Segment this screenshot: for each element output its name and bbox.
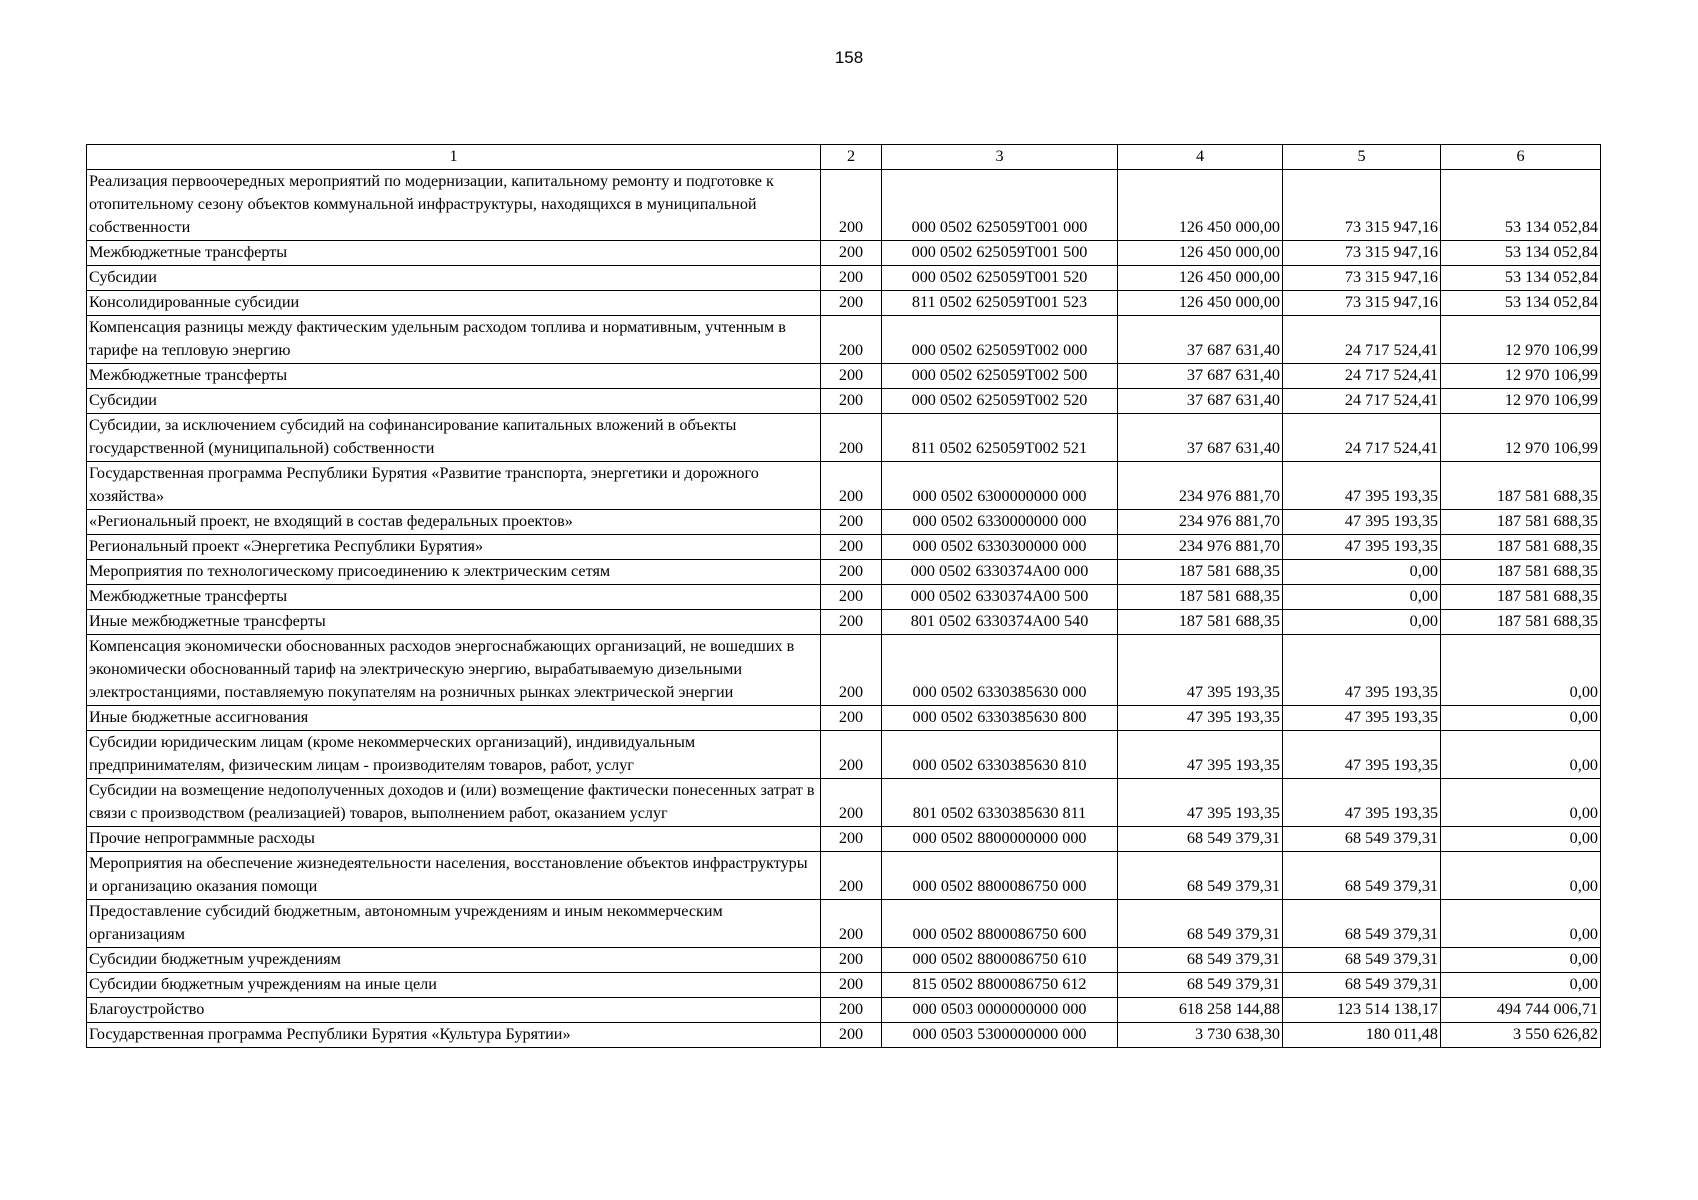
row-name-cell: Субсидии, за исключением субсидий на софинансирование капитальных вложений в объекты государственной (муниципальной) собственности [87, 414, 821, 462]
table-row [87, 706, 1601, 731]
row-amount-executed-cell: 24 717 524,41 [1283, 389, 1441, 414]
table-row [87, 973, 1601, 998]
row-amount-executed-cell: 180 011,48 [1283, 1023, 1441, 1048]
table-row [87, 414, 1601, 462]
row-code-cell: 200 [821, 364, 882, 389]
row-code-cell: 200 [821, 585, 882, 610]
row-amount-planned-cell: 234 976 881,70 [1118, 535, 1283, 560]
row-amount-planned-cell: 37 687 631,40 [1118, 364, 1283, 389]
row-kbk-cell: 811 0502 625059T002 521 [882, 414, 1118, 462]
row-code-cell: 200 [821, 900, 882, 948]
row-amount-planned-cell: 68 549 379,31 [1118, 973, 1283, 998]
table-row [87, 170, 1601, 241]
table-row [87, 462, 1601, 510]
row-amount-remaining-cell: 187 581 688,35 [1441, 560, 1601, 585]
row-kbk-cell: 000 0502 625059T001 500 [882, 241, 1118, 266]
row-kbk-cell: 000 0502 625059T001 520 [882, 266, 1118, 291]
row-code-cell: 200 [821, 291, 882, 316]
row-name-cell: Мероприятия на обеспечение жизнедеятельности населения, восстановление объектов инфраструктуры и организацию оказания помощи [87, 852, 821, 900]
row-code-cell: 200 [821, 731, 882, 779]
row-code-cell: 200 [821, 389, 882, 414]
row-kbk-cell: 801 0502 6330385630 811 [882, 779, 1118, 827]
row-amount-executed-cell: 0,00 [1283, 560, 1441, 585]
row-code-cell: 200 [821, 316, 882, 364]
row-amount-planned-cell: 3 730 638,30 [1118, 1023, 1283, 1048]
row-name-cell: Мероприятия по технологическому присоединению к электрическим сетям [87, 560, 821, 585]
column-header: 2 [821, 145, 882, 170]
table-row [87, 852, 1601, 900]
row-amount-executed-cell: 24 717 524,41 [1283, 414, 1441, 462]
row-amount-planned-cell: 234 976 881,70 [1118, 510, 1283, 535]
row-code-cell: 200 [821, 241, 882, 266]
row-amount-planned-cell: 187 581 688,35 [1118, 585, 1283, 610]
row-name-cell: Межбюджетные трансферты [87, 241, 821, 266]
row-kbk-cell: 000 0502 8800086750 600 [882, 900, 1118, 948]
row-name-cell: Субсидии [87, 389, 821, 414]
row-name-cell: Межбюджетные трансферты [87, 585, 821, 610]
column-header: 6 [1441, 145, 1601, 170]
column-header: 4 [1118, 145, 1283, 170]
row-code-cell: 200 [821, 635, 882, 706]
row-amount-remaining-cell: 3 550 626,82 [1441, 1023, 1601, 1048]
row-amount-remaining-cell: 0,00 [1441, 900, 1601, 948]
table-row [87, 266, 1601, 291]
row-amount-remaining-cell: 0,00 [1441, 827, 1601, 852]
row-amount-remaining-cell: 0,00 [1441, 731, 1601, 779]
row-code-cell: 200 [821, 706, 882, 731]
row-amount-planned-cell: 68 549 379,31 [1118, 852, 1283, 900]
row-amount-remaining-cell: 12 970 106,99 [1441, 414, 1601, 462]
row-amount-remaining-cell: 12 970 106,99 [1441, 316, 1601, 364]
row-kbk-cell: 000 0502 6330385630 810 [882, 731, 1118, 779]
row-kbk-cell: 000 0502 6330000000 000 [882, 510, 1118, 535]
row-amount-executed-cell: 47 395 193,35 [1283, 510, 1441, 535]
row-amount-executed-cell: 47 395 193,35 [1283, 635, 1441, 706]
page-number: 158 [834, 48, 864, 67]
table-row [87, 291, 1601, 316]
row-amount-executed-cell: 47 395 193,35 [1283, 462, 1441, 510]
row-name-cell: Консолидированные субсидии [87, 291, 821, 316]
row-name-cell: Компенсация экономически обоснованных расходов энергоснабжающих организаций, не вошедших в экономически обоснованный тариф на электрическую энергию, вырабатываемую дизельными электростанциями, поставляемую покупателям на розничных рынках электрической энергии [87, 635, 821, 706]
table-row [87, 241, 1601, 266]
row-kbk-cell: 000 0503 5300000000 000 [882, 1023, 1118, 1048]
row-code-cell: 200 [821, 462, 882, 510]
row-amount-executed-cell: 73 315 947,16 [1283, 266, 1441, 291]
row-amount-planned-cell: 68 549 379,31 [1118, 827, 1283, 852]
row-amount-planned-cell: 618 258 144,88 [1118, 998, 1283, 1023]
row-amount-planned-cell: 187 581 688,35 [1118, 610, 1283, 635]
row-kbk-cell: 815 0502 8800086750 612 [882, 973, 1118, 998]
row-amount-planned-cell: 37 687 631,40 [1118, 316, 1283, 364]
row-amount-planned-cell: 47 395 193,35 [1118, 706, 1283, 731]
row-name-cell: Межбюджетные трансферты [87, 364, 821, 389]
row-amount-remaining-cell: 187 581 688,35 [1441, 462, 1601, 510]
row-amount-executed-cell: 0,00 [1283, 610, 1441, 635]
row-kbk-cell: 000 0502 625059T001 000 [882, 170, 1118, 241]
row-name-cell: Субсидии юридическим лицам (кроме некоммерческих организаций), индивидуальным предпринимателям, физическим лицам - производителям товаров, работ, услуг [87, 731, 821, 779]
row-amount-remaining-cell: 53 134 052,84 [1441, 170, 1601, 241]
row-amount-remaining-cell: 0,00 [1441, 779, 1601, 827]
row-amount-executed-cell: 73 315 947,16 [1283, 291, 1441, 316]
row-amount-planned-cell: 126 450 000,00 [1118, 241, 1283, 266]
row-kbk-cell: 000 0503 0000000000 000 [882, 998, 1118, 1023]
table-row [87, 610, 1601, 635]
row-name-cell: Субсидии бюджетным учреждениям [87, 948, 821, 973]
row-code-cell: 200 [821, 779, 882, 827]
row-code-cell: 200 [821, 827, 882, 852]
row-amount-remaining-cell: 187 581 688,35 [1441, 510, 1601, 535]
row-amount-remaining-cell: 12 970 106,99 [1441, 389, 1601, 414]
row-amount-executed-cell: 0,00 [1283, 585, 1441, 610]
row-code-cell: 200 [821, 266, 882, 291]
row-kbk-cell: 000 0502 8800000000 000 [882, 827, 1118, 852]
row-amount-remaining-cell: 187 581 688,35 [1441, 535, 1601, 560]
row-kbk-cell: 000 0502 8800086750 610 [882, 948, 1118, 973]
row-amount-planned-cell: 126 450 000,00 [1118, 170, 1283, 241]
row-name-cell: Субсидии [87, 266, 821, 291]
row-name-cell: «Региональный проект, не входящий в состав федеральных проектов» [87, 510, 821, 535]
row-kbk-cell: 000 0502 8800086750 000 [882, 852, 1118, 900]
row-amount-planned-cell: 68 549 379,31 [1118, 900, 1283, 948]
row-amount-planned-cell: 126 450 000,00 [1118, 291, 1283, 316]
table-header-row [87, 145, 1601, 170]
row-name-cell: Государственная программа Республики Бурятия «Культура Бурятии» [87, 1023, 821, 1048]
row-code-cell: 200 [821, 510, 882, 535]
row-amount-executed-cell: 24 717 524,41 [1283, 364, 1441, 389]
row-kbk-cell: 000 0502 6330300000 000 [882, 535, 1118, 560]
row-kbk-cell: 801 0502 6330374A00 540 [882, 610, 1118, 635]
row-kbk-cell: 000 0502 625059T002 000 [882, 316, 1118, 364]
table-row [87, 948, 1601, 973]
row-code-cell: 200 [821, 852, 882, 900]
row-amount-planned-cell: 37 687 631,40 [1118, 414, 1283, 462]
table-row [87, 560, 1601, 585]
row-name-cell: Прочие непрограммные расходы [87, 827, 821, 852]
column-header: 1 [87, 145, 821, 170]
row-name-cell: Региональный проект «Энергетика Республики Бурятия» [87, 535, 821, 560]
row-amount-executed-cell: 68 549 379,31 [1283, 852, 1441, 900]
row-kbk-cell: 000 0502 6330374A00 000 [882, 560, 1118, 585]
row-amount-remaining-cell: 53 134 052,84 [1441, 241, 1601, 266]
table-row [87, 1023, 1601, 1048]
table-row [87, 827, 1601, 852]
row-amount-remaining-cell: 0,00 [1441, 948, 1601, 973]
table-row [87, 389, 1601, 414]
row-name-cell: Предоставление субсидий бюджетным, автономным учреждениям и иным некоммерческим организациям [87, 900, 821, 948]
budget-table [86, 144, 1601, 1048]
row-amount-planned-cell: 126 450 000,00 [1118, 266, 1283, 291]
row-code-cell: 200 [821, 560, 882, 585]
row-amount-remaining-cell: 53 134 052,84 [1441, 266, 1601, 291]
row-name-cell: Благоустройство [87, 998, 821, 1023]
row-name-cell: Иные бюджетные ассигнования [87, 706, 821, 731]
row-amount-remaining-cell: 0,00 [1441, 706, 1601, 731]
row-kbk-cell: 000 0502 6330374A00 500 [882, 585, 1118, 610]
row-amount-remaining-cell: 12 970 106,99 [1441, 364, 1601, 389]
row-name-cell: Субсидии на возмещение недополученных доходов и (или) возмещение фактически понесенных затрат в связи с производством (реализацией) товаров, выполнением работ, оказанием услуг [87, 779, 821, 827]
table-row [87, 900, 1601, 948]
row-code-cell: 200 [821, 170, 882, 241]
row-kbk-cell: 000 0502 6300000000 000 [882, 462, 1118, 510]
row-code-cell: 200 [821, 973, 882, 998]
row-code-cell: 200 [821, 998, 882, 1023]
row-amount-remaining-cell: 0,00 [1441, 635, 1601, 706]
table-row [87, 535, 1601, 560]
row-name-cell: Компенсация разницы между фактическим удельным расходом топлива и нормативным, учтенным в тарифе на тепловую энергию [87, 316, 821, 364]
row-amount-executed-cell: 47 395 193,35 [1283, 731, 1441, 779]
row-code-cell: 200 [821, 948, 882, 973]
row-amount-remaining-cell: 187 581 688,35 [1441, 610, 1601, 635]
row-amount-remaining-cell: 0,00 [1441, 852, 1601, 900]
row-name-cell: Реализация первоочередных мероприятий по модернизации, капитальному ремонту и подготовке к отопительному сезону объектов коммунальной инфраструктуры, находящихся в муниципальной собственности [87, 170, 821, 241]
row-amount-executed-cell: 123 514 138,17 [1283, 998, 1441, 1023]
row-amount-executed-cell: 73 315 947,16 [1283, 170, 1441, 241]
row-amount-executed-cell: 68 549 379,31 [1283, 827, 1441, 852]
row-amount-planned-cell: 37 687 631,40 [1118, 389, 1283, 414]
table-row [87, 316, 1601, 364]
row-amount-remaining-cell: 187 581 688,35 [1441, 585, 1601, 610]
row-amount-planned-cell: 47 395 193,35 [1118, 635, 1283, 706]
row-name-cell: Государственная программа Республики Бурятия «Развитие транспорта, энергетики и дорожного хозяйства» [87, 462, 821, 510]
row-kbk-cell: 000 0502 625059T002 520 [882, 389, 1118, 414]
table-row [87, 779, 1601, 827]
table-row [87, 731, 1601, 779]
row-amount-executed-cell: 24 717 524,41 [1283, 316, 1441, 364]
row-amount-planned-cell: 47 395 193,35 [1118, 731, 1283, 779]
row-amount-planned-cell: 47 395 193,35 [1118, 779, 1283, 827]
row-code-cell: 200 [821, 535, 882, 560]
row-amount-executed-cell: 73 315 947,16 [1283, 241, 1441, 266]
row-name-cell: Иные межбюджетные трансферты [87, 610, 821, 635]
column-header: 3 [882, 145, 1118, 170]
table-row [87, 998, 1601, 1023]
row-amount-remaining-cell: 494 744 006,71 [1441, 998, 1601, 1023]
row-amount-planned-cell: 187 581 688,35 [1118, 560, 1283, 585]
row-amount-executed-cell: 68 549 379,31 [1283, 948, 1441, 973]
column-header: 5 [1283, 145, 1441, 170]
row-kbk-cell: 000 0502 6330385630 800 [882, 706, 1118, 731]
row-kbk-cell: 000 0502 625059T002 500 [882, 364, 1118, 389]
table-row [87, 510, 1601, 535]
row-kbk-cell: 811 0502 625059T001 523 [882, 291, 1118, 316]
row-amount-remaining-cell: 0,00 [1441, 973, 1601, 998]
table-row [87, 635, 1601, 706]
row-amount-executed-cell: 47 395 193,35 [1283, 779, 1441, 827]
table-row [87, 585, 1601, 610]
row-amount-executed-cell: 47 395 193,35 [1283, 706, 1441, 731]
row-amount-executed-cell: 68 549 379,31 [1283, 900, 1441, 948]
row-amount-planned-cell: 234 976 881,70 [1118, 462, 1283, 510]
row-amount-executed-cell: 68 549 379,31 [1283, 973, 1441, 998]
row-amount-remaining-cell: 53 134 052,84 [1441, 291, 1601, 316]
row-kbk-cell: 000 0502 6330385630 000 [882, 635, 1118, 706]
row-code-cell: 200 [821, 1023, 882, 1048]
row-code-cell: 200 [821, 610, 882, 635]
table-row [87, 364, 1601, 389]
row-amount-planned-cell: 68 549 379,31 [1118, 948, 1283, 973]
row-code-cell: 200 [821, 414, 882, 462]
row-amount-executed-cell: 47 395 193,35 [1283, 535, 1441, 560]
row-name-cell: Субсидии бюджетным учреждениям на иные цели [87, 973, 821, 998]
